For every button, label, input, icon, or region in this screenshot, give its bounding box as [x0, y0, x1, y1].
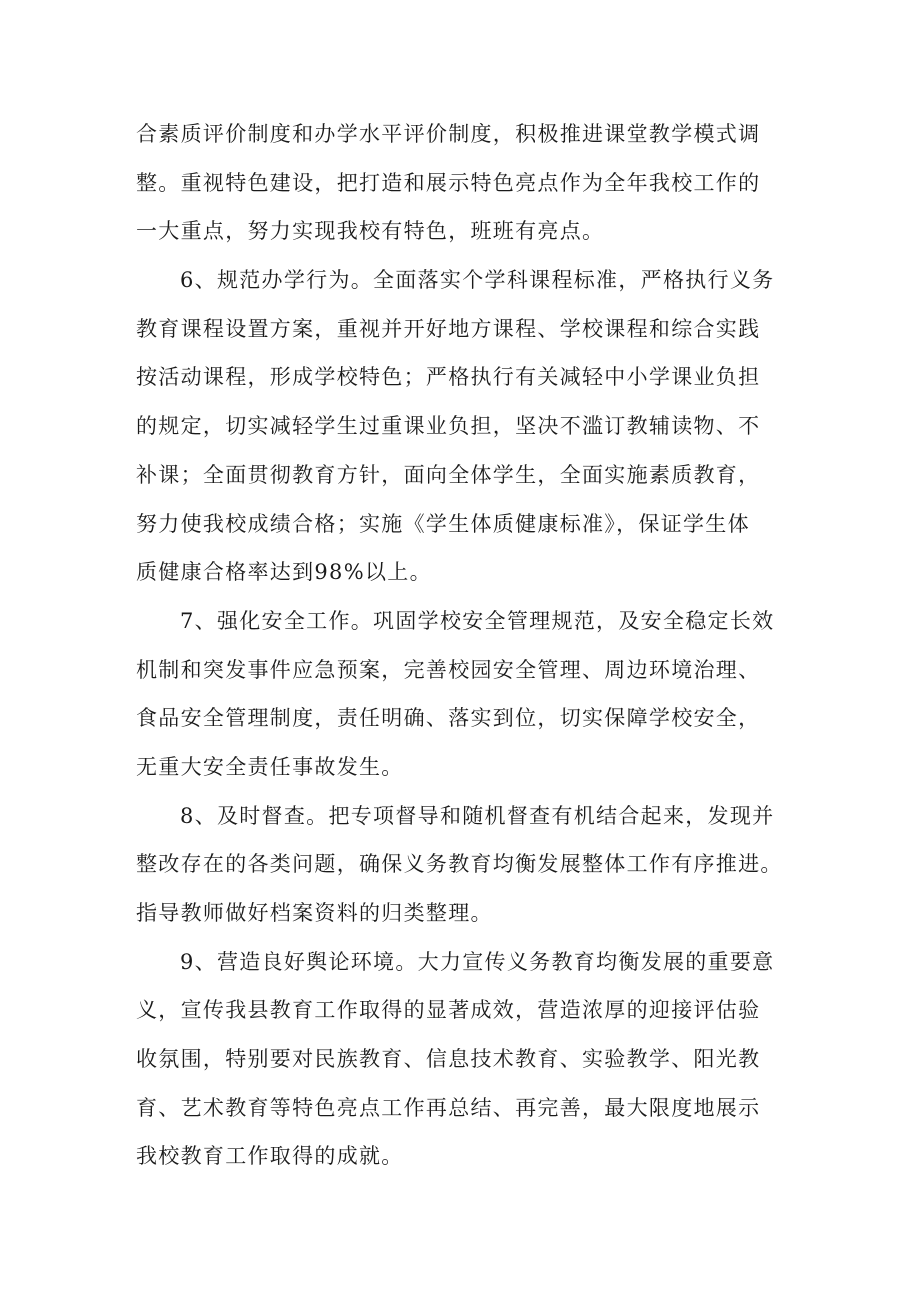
paragraph-item-9 [136, 938, 816, 1181]
text-line: 整改存在的各类问题，确保义务教育均衡发展整体工作有序推进。 [136, 852, 783, 877]
text-line: 整。重视特色建设，把打造和展示特色亮点作为全年我校工作的 [136, 170, 761, 195]
text-line: 质健康合格率达到98%以上。 [136, 560, 432, 585]
text-line: 教育课程设置方案，重视并开好地方课程、学校课程和综合实践 [136, 316, 761, 341]
document-body [136, 110, 816, 1181]
text-line: 按活动课程，形成学校特色；严格执行有关减轻中小学课业负担 [136, 365, 761, 390]
text-line: 7、强化安全工作。巩固学校安全管理规范，及安全稳定长效 [180, 608, 775, 633]
text-line: 一大重点，努力实现我校有特色，班班有亮点。 [136, 219, 605, 244]
text-line: 合素质评价制度和办学水平评价制度，积极推进课堂教学模式调 [136, 122, 761, 146]
paragraph-item-8 [136, 792, 816, 938]
text-line: 义，宣传我县教育工作取得的显著成效，营造浓厚的迎接评估验 [136, 998, 761, 1023]
text-line: 补课；全面贯彻教育方针，面向全体学生，全面实施素质教育， [136, 462, 761, 487]
text-line: 机制和突发事件应急预案，完善校园安全管理、周边环境治理、 [136, 657, 761, 682]
paragraph-item-6 [136, 256, 816, 597]
paragraph-continuation [136, 110, 816, 256]
text-line: 无重大安全责任事故发生。 [136, 754, 404, 779]
text-line: 育、艺术教育等特色亮点工作再总结、再完善，最大限度地展示 [136, 1095, 761, 1120]
text-line: 收氛围，特别要对民族教育、信息技术教育、实验教学、阳光教 [136, 1047, 761, 1072]
text-line: 食品安全管理制度，责任明确、落实到位，切实保障学校安全， [136, 706, 761, 731]
text-line: 努力使我校成绩合格；实施《学生体质健康标准》，保证学生体 [136, 511, 750, 536]
text-line: 8、及时督查。把专项督导和随机督查有机结合起来，发现并 [180, 803, 775, 828]
text-line: 指导教师做好档案资料的归类整理。 [136, 901, 493, 925]
paragraph-item-7 [136, 597, 816, 792]
text-line: 的规定，切实减轻学生过重课业负担，坚决不滥订教辅读物、不 [136, 414, 761, 439]
text-line: 9、营造良好舆论环境。大力宣传义务教育均衡发展的重要意 [180, 949, 775, 974]
text-line: 我校教育工作取得的成就。 [136, 1144, 404, 1169]
text-line: 6、规范办学行为。全面落实个学科课程标准，严格执行义务 [180, 268, 775, 293]
